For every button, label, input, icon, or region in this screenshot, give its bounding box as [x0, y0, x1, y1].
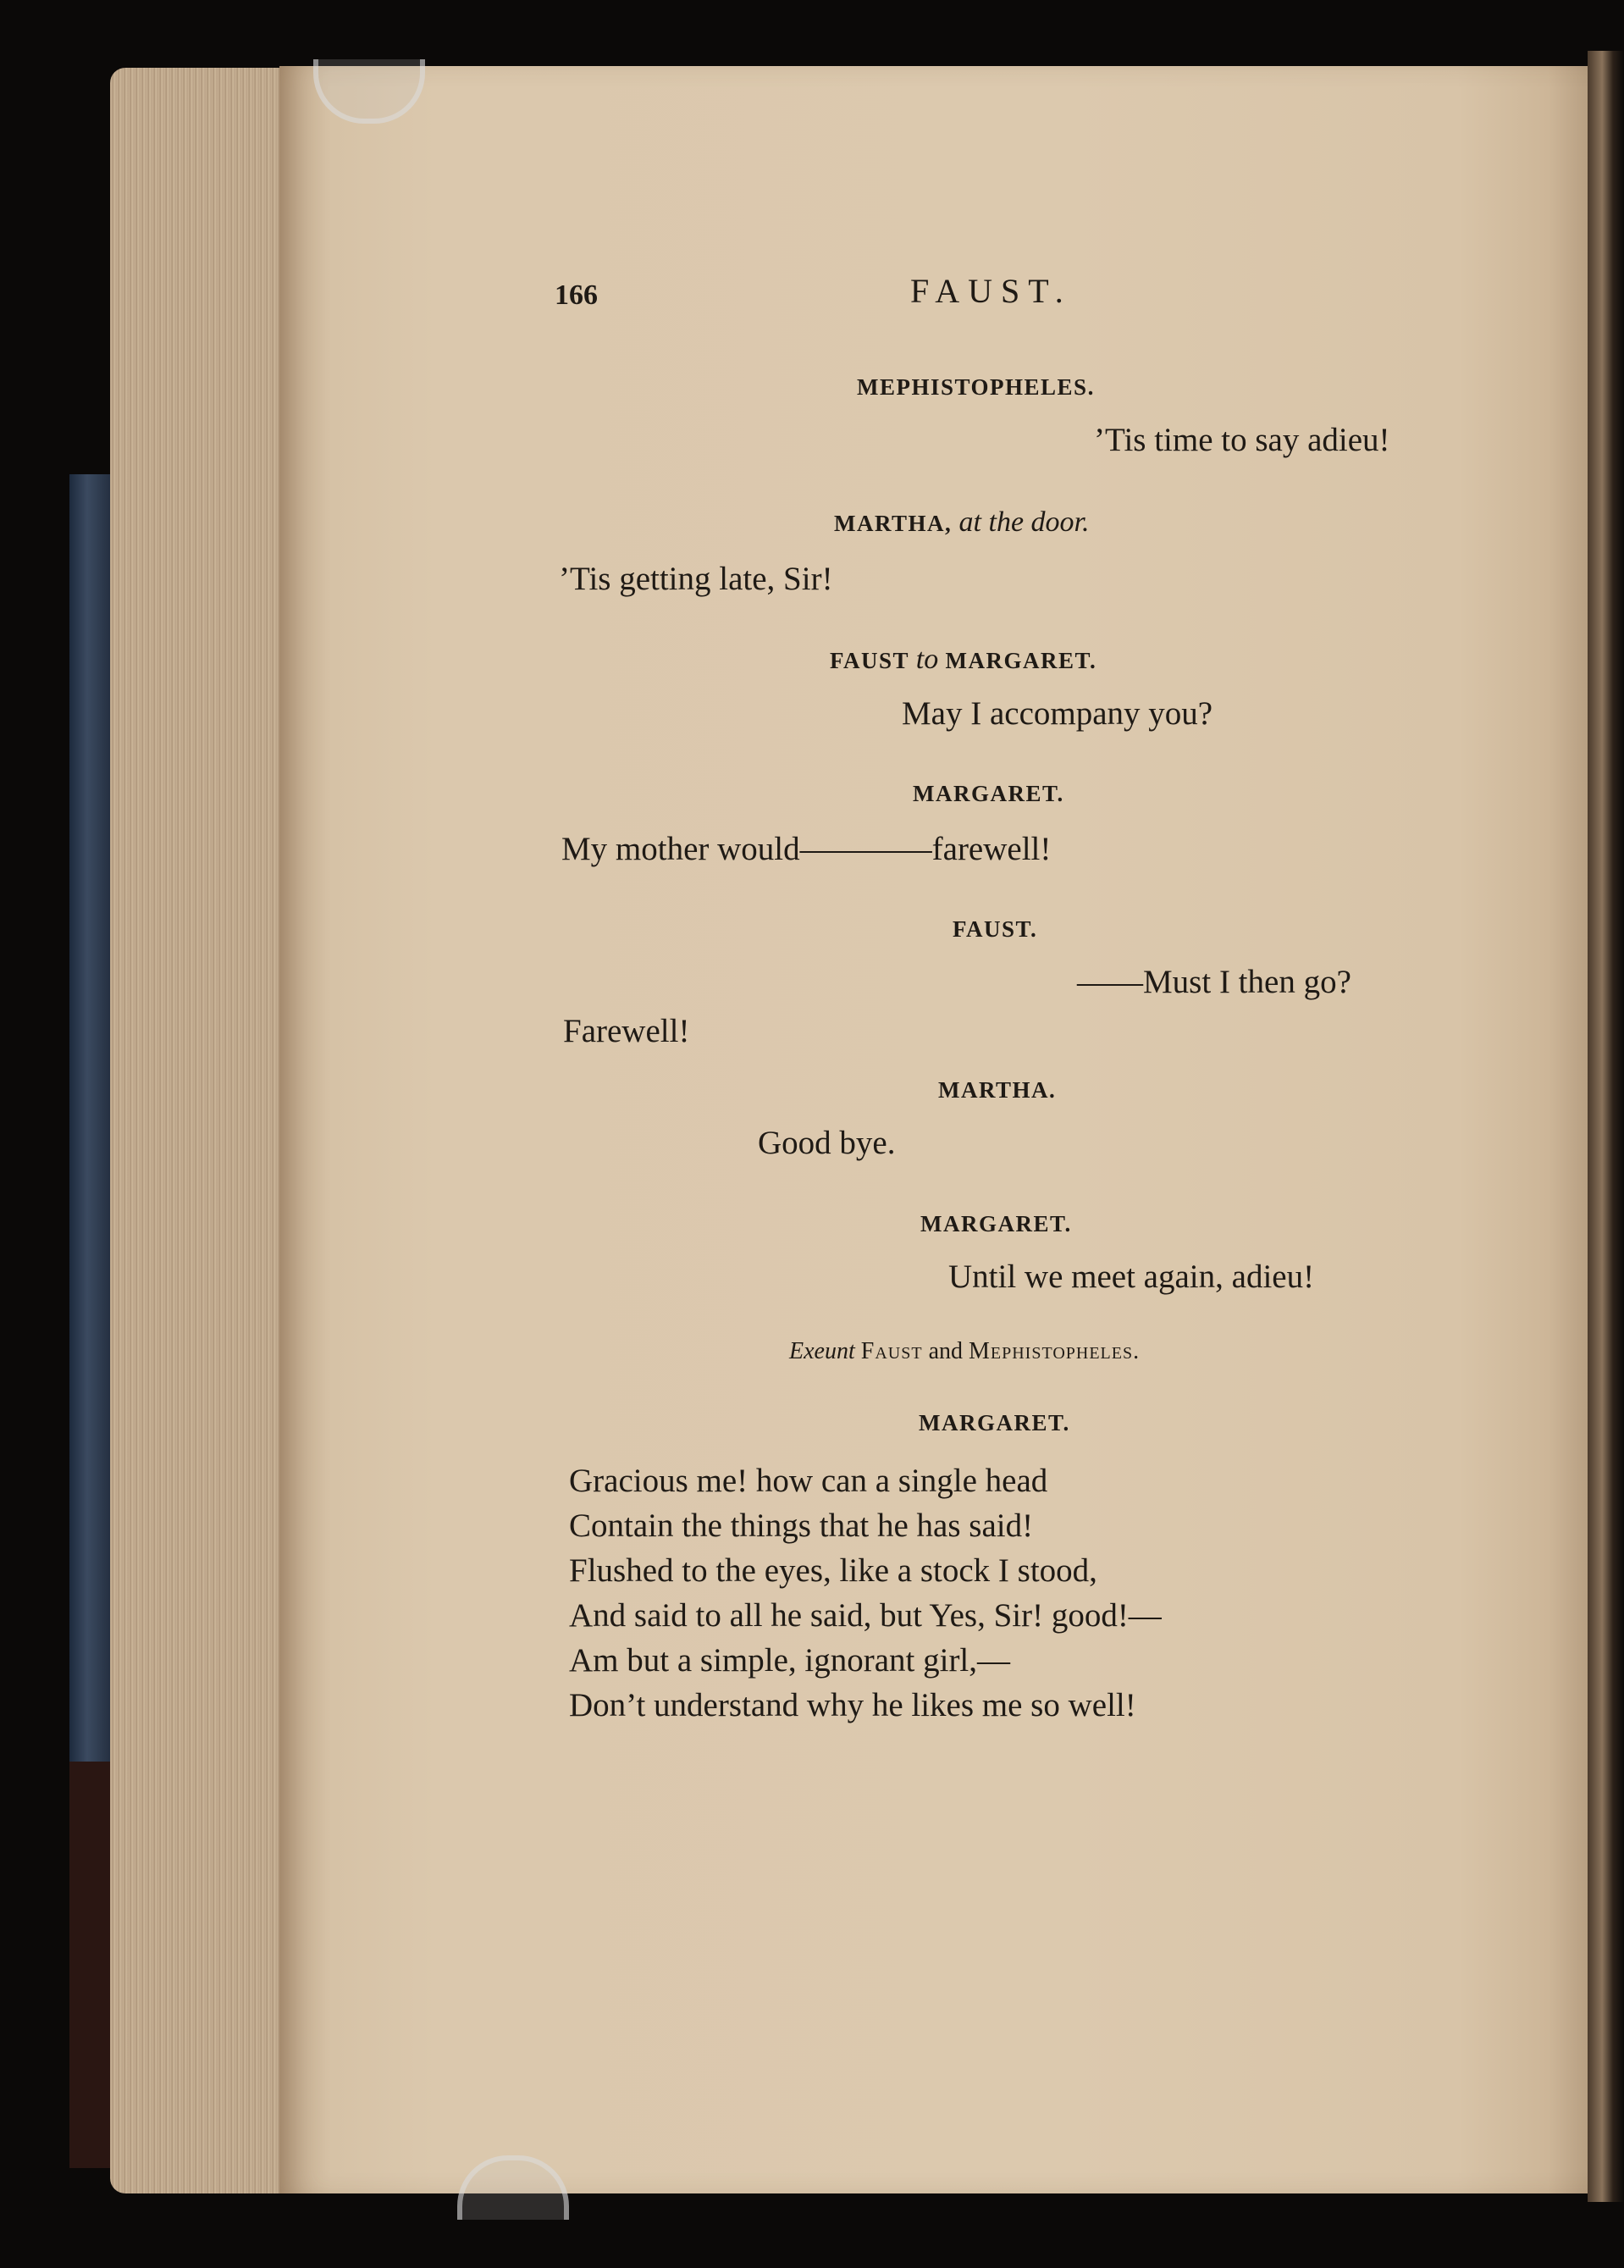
verse-line: Contain the things that he has said!: [569, 1507, 1034, 1544]
dialogue-line: My mother would————farewell!: [561, 831, 1052, 867]
dialogue-line: ——Must I then go?: [1077, 964, 1351, 1000]
verse-line: Flushed to the eyes, like a stock I stood,: [569, 1552, 1097, 1589]
speaker-mephistopheles: MEPHISTOPHELES.: [857, 374, 1095, 400]
dialogue-line: Until we meet again, adieu!: [948, 1258, 1315, 1295]
dialogue-line: Good bye.: [758, 1125, 896, 1161]
speaker-margaret: MARGARET.: [920, 1211, 1072, 1236]
speaker-martha: MARTHA, at the door.: [834, 506, 1090, 538]
speaker-faust-to-margaret: FAUST to MARGARET.: [830, 644, 1097, 675]
speaker-margaret: MARGARET.: [913, 781, 1064, 806]
stage-direction: at the door.: [958, 506, 1090, 538]
dialogue-line: May I accompany you?: [902, 695, 1213, 732]
dialogue-line: Farewell!: [563, 1013, 690, 1049]
dialogue-line: ’Tis time to say adieu!: [1094, 422, 1390, 458]
verse-line: Gracious me! how can a single head: [569, 1463, 1048, 1499]
speaker-faust: FAUST.: [953, 916, 1038, 942]
speaker-margaret: MARGARET.: [919, 1410, 1070, 1435]
facing-page-edge: [1588, 51, 1624, 2202]
verse-block: [569, 1458, 1162, 1728]
page-edges: [110, 68, 305, 2193]
speaker-martha: MARTHA.: [938, 1077, 1057, 1103]
page-number: 166: [555, 279, 598, 311]
verse-line: Am but a simple, ignorant girl,—: [569, 1642, 1011, 1679]
verse-line: Don’t understand why he likes me so well!: [569, 1687, 1136, 1723]
verse-line: And said to all he said, but Yes, Sir! good!—: [569, 1597, 1162, 1634]
exit-direction: Exeunt Faust and Mephistopheles.: [789, 1338, 1141, 1364]
running-title: FAUST.: [910, 272, 1072, 310]
dialogue-line: ’Tis getting late, Sir!: [559, 561, 833, 597]
